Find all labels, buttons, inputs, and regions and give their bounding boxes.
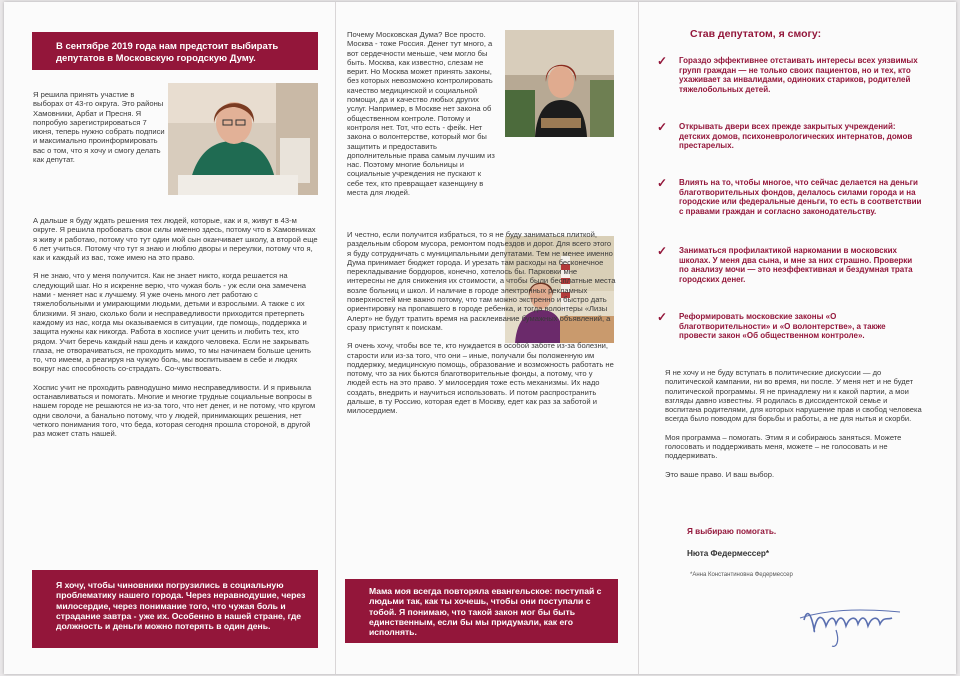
fold-line — [335, 2, 336, 674]
checkmark-icon: ✓ — [657, 54, 668, 68]
bottom-banner-middle-text: Мама моя всегда повторяла евангельское: поступай с людьми так, как ты хочешь, чтобы они поступали с тобой. Я понимаю, что такой закон мог бы быть единственным, если бы мы придумали, как его исполнять. — [369, 586, 602, 638]
intro-text-wide — [33, 216, 319, 448]
paragraph-why-duma: Почему Московская Дума? Все просто. Москва - тоже Россия. Денег тут много, а вот сердечности меньше, чем могло бы быть. Москва, как известно, слезам не верит. Но Москва может принять законы, без которых невозможно контролировать качество медицинской и социальной помощи, да и качество любых других услуг. Например, в Москве нет закона об общественном контроле. Потому и контроля нет. Тот, что есть - фейк. Нет закона о волонтерстве, который мог бы защитить и предоставить дополнительные права самым лучшим из нас. Поэтому многие больницы и социальные учреждения не пускают к себе тех, кто превращает казенщину в места для людей. — [347, 30, 495, 198]
why-duma-text — [347, 30, 495, 197]
checkmark-icon: ✓ — [657, 176, 668, 190]
pledge-item — [657, 246, 922, 285]
pledge-text: Гораздо эффективнее отстаивать интересы всех уязвимых групп граждан — не только своих пациентов, но и тех, кто ухаживает за инвалидами, одиноких стариков, родителей тяжелобольных детей. — [679, 56, 918, 95]
handwritten-signature — [796, 590, 906, 650]
candidate-photo-desk — [168, 83, 318, 195]
candidate-photo-standing — [505, 30, 614, 137]
closing-text — [665, 368, 923, 488]
pledge-item — [657, 312, 922, 341]
bottom-banner-left-text: Я хочу, чтобы чиновники погрузились в социальную проблематику нашего города. Через неравнодушие, через милосердие, через понимание того, что чужая боль и страдание завтра - уже их. Особенно в нашей стране, где должность и деньги можно потерять в один день. — [56, 580, 306, 632]
pledge-text: Реформировать московские законы «О благотворительности» и «О волонтерстве», а также провести закон «Об общественном контроле». — [679, 312, 886, 341]
paragraph-program: Моя программа – помогать. Этим я и собираюсь заняться. Можете голосовать и поддерживать меня, можете – не голосовать и не поддерживать. — [665, 432, 902, 461]
pledge-text: Влиять на то, чтобы многое, что сейчас делается на деньги благотворительных фондов, делалось силами города и на городские или федеральные деньги, то есть в соответствии с правами граждан и согласно законодательству. — [679, 178, 922, 217]
pledges-title: Став депутатом, я смогу: — [690, 28, 822, 40]
intro-text — [33, 90, 165, 164]
paragraph-your-choice: Это ваше право. И ваш выбор. — [665, 469, 775, 479]
fold-line — [638, 2, 639, 674]
bottom-banner-left — [32, 570, 318, 648]
top-banner-text: В сентябре 2019 года нам предстоит выбирать депутатов в Московскую городскую Думу. — [56, 41, 279, 64]
footnote: *Анна Константиновна Федермессер — [690, 572, 793, 578]
paragraph-care: Я очень хочу, чтобы все те, кто нуждается в особой заботе из-за болезни, старости или из-за того, что они – иные, получали бы положенную им поддержку, медицинскую помощь, образование и возможность работать не потому, что за них бьются благотворительные фонды, а потому, что у людей есть на это право. У милосердия тоже есть механизмы. Их надо создать, внедрить и научиться использовать. И потом распространить дальше, в ту Россию, которая едет в Москву, едет как раз за заботой и милосердием. — [347, 341, 614, 416]
priorities-text — [347, 230, 617, 425]
checkmark-icon: ✓ — [657, 244, 668, 258]
pledge-item — [657, 178, 922, 217]
paragraph-hospice: Хоспис учит не проходить равнодушно мимо несправедливости. И я привыкла останавливаться и помогать. Многие и многие трудные социальные вопросы в нашем городе не решаются не из-за того, что нет денег, и не потому, что кругом одни сволочи, а банально потому, что у людей, принимающих решения, нет четкого понимания того, что беда, которая сегодня прошла стороной, в другой раз может стать нашей. — [33, 382, 316, 439]
paragraph-no-politics: Я не хочу и не буду вступать в политические дискуссии — до политической кампании, ни во время, ни после. У меня нет и не будет политической программы. Я не принадлежу ни к какой партии, а мои взгляды давно известны. Я родилась в диссидентской семье и воспитана родителями, для которых нарушение прав и свобод человека всегда было поводом для борьбы и работы, а не для нытья и скорби. — [665, 368, 922, 424]
pledge-item — [657, 122, 922, 151]
paragraph-priorities: И честно, если получится избраться, то я не буду заниматься плиткой, раздельным сбором мусора, ремонтом подъездов и дорог. Для всего этого я буду сотрудничать с муниципальными депутатами. Тем не менее именно Дума принимает бюджет города. И урезать там расходы на бесконечное перекладывание бордюров, конечно, хотелось бы. Парковки мне интересны не для снижения их стоимости, а чтобы были бесплатные места возле больниц и школ. И наличие в городе электронных рекламных поверхностей мне важно потому, что там можно экстренно и быстро дать ориентировку на пропавшего в городе ребенка, и тогда волонтеры «Лизы Алерт» не будут тратить время на расклеивание бумажных объявлений, а сразу приступят к поискам. — [347, 230, 616, 332]
paragraph-pain: Я не знаю, что у меня получится. Как не знает никто, когда решается на следующий шаг. Но я искренне верю, что чужая боль - уж если она замечена нами - меняет нас к лучшему. Я уже очень много лет работаю с тяжелобольными и умирающими людьми, детьми и взрослыми. А также с их близкими. Я знаю, сколько боли и несправедливости приходится претерпеть каждому из нас, когда мы оказываемся в ситуации, где помощь, поддержка и защита нужны как никогда. Работа в хосписе учит ценить и любить тех, кто рядом. Учит беречь каждый наш день и каждого человека. Если не закрывать глаза, не отворачиваться, не проходить мимо, то мы начинаем больше ценить то, что имеем, а реагируя на чужую боль, мы воспитываем в себе и людях вокруг нас способность со-страдать. Со-чувствовать. — [33, 271, 311, 374]
closing-slogan: Я выбираю помогать. — [687, 527, 777, 536]
pledge-item — [657, 56, 922, 95]
top-banner — [32, 32, 318, 70]
intro-paragraph-continued: А дальше я буду ждать решения тех людей, которые, как и я, живут в 43-м округе. Я решила пробовать свои силы именно здесь, потому что в Хамовниках я живу и работаю, потому что тут один мой сын оканчивает школу, а второй еще 6 лет учиться. Потому что тут я знаю и люблю дворы и переулки, потому что я, как и каждый из вас, тоже имею на это право. — [33, 216, 318, 263]
checkmark-icon: ✓ — [657, 120, 668, 134]
pledge-text: Открывать двери всех прежде закрытых учреждений: детских домов, психоневрологических интернатов, домов престарелых. — [679, 122, 913, 151]
checkmark-icon: ✓ — [657, 310, 668, 324]
pledge-text: Заниматься профилактикой наркомании в московских школах. У меня два сына, и мне за них страшно. Проверки по анализу мочи — это неэффективная и бездумная трата городских денег. — [679, 246, 913, 285]
signature-name: Нюта Федермессер* — [687, 549, 770, 558]
intro-paragraph: Я решила принять участие в выборах от 43-го округа. Это районы Хамовники, Арбат и Пресня. Я попробую зарегистрироваться 7 июня, теперь нужно собрать подписи и максимально проинформировать вас о том, что я хочу и смогу делать как депутат. — [33, 90, 165, 165]
bottom-banner-middle — [345, 579, 618, 643]
